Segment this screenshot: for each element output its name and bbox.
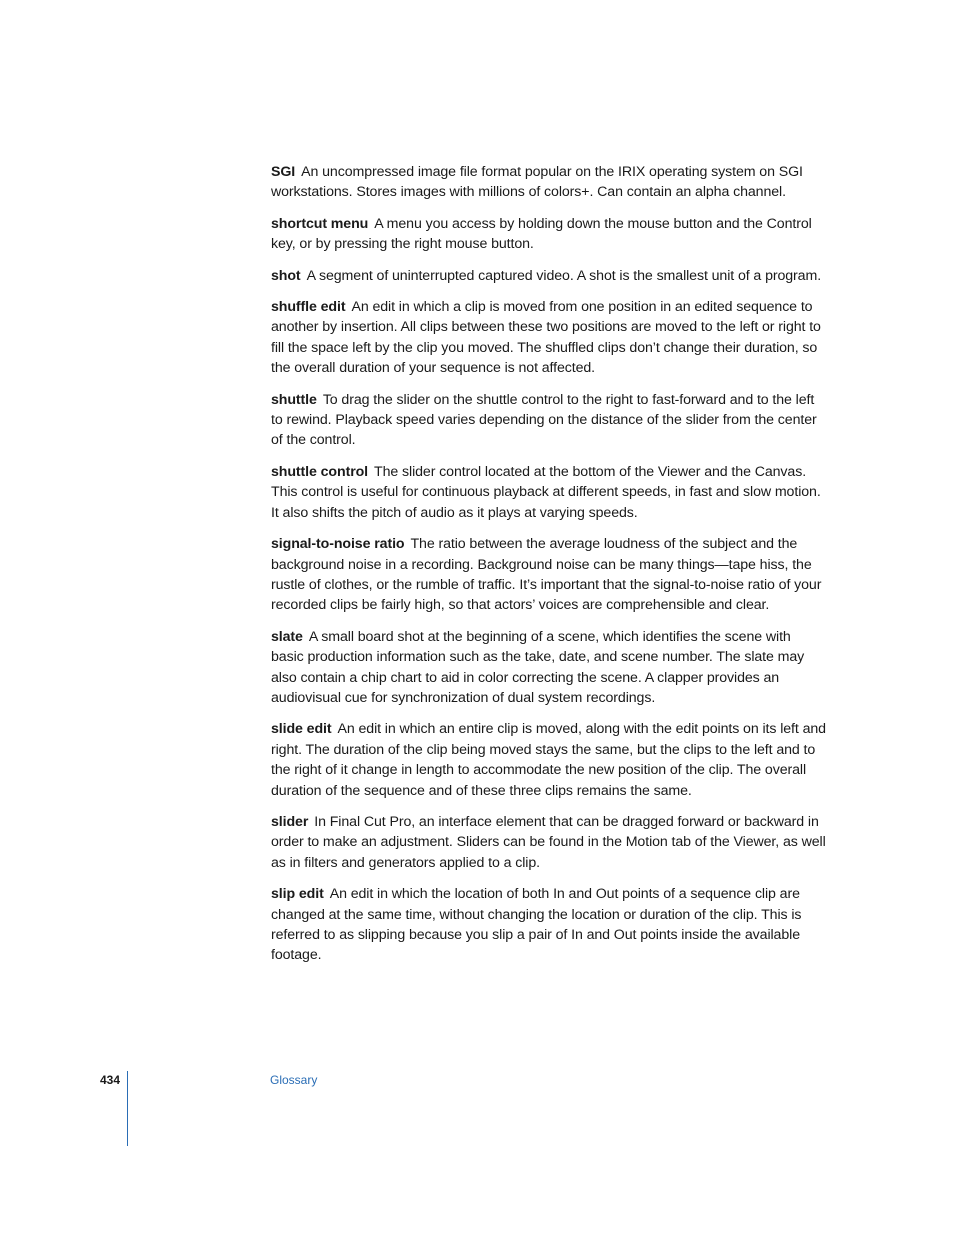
glossary-term: shot — [271, 267, 301, 284]
glossary-entry-signal-to-noise-ratio — [271, 534, 827, 616]
glossary-entry-slate — [271, 627, 827, 709]
glossary-definition: The slider control located at the bottom of the Viewer and the Canvas. This control is useful for continuous playback at different speeds, in fast and slow motion. It also shifts the pitch of audio as it plays at varying speeds. — [271, 463, 821, 521]
page-number: 434 — [99, 1073, 120, 1087]
glossary-entry-shortcut-menu — [271, 214, 827, 255]
glossary-definition: The ratio between the average loudness of the subject and the background noise in a recording. Background noise can be many things—tape hiss, the rustle of clothes, or the rumble of traffic. It’s important that the signal-to-noise ratio of your recorded clips be fairly high, so that actors’ voices are comprehensible and clear. — [271, 536, 822, 614]
glossary-entry-shuttle-control — [271, 462, 827, 523]
glossary-term: signal-to-noise ratio — [271, 536, 405, 553]
glossary-definition: A segment of uninterrupted captured video. A shot is the smallest unit of a program. — [306, 267, 822, 284]
glossary-entry-shuffle-edit — [271, 297, 827, 379]
glossary-definition: A small board shot at the beginning of a scene, which identifies the scene with basic production information such as the take, date, and scene number. The slate may also contain a chip chart to aid in color correcting the scene. A clapper provides an audiovisual cue for synchronization of dual system recordings. — [271, 628, 805, 706]
glossary-entries — [271, 162, 827, 977]
glossary-definition: A menu you access by holding down the mouse button and the Control key, or by pressing the right mouse button. — [271, 215, 812, 253]
glossary-definition: An edit in which an entire clip is moved, along with the edit points on its left and right. The duration of the clip being moved stays the same, but the clips to the left and to the right of it change in length to accommodate the new position of the clip. The overall duration of the sequence and of these three clips remains the same. — [271, 721, 826, 799]
glossary-entry-shot — [271, 266, 827, 286]
glossary-term: shuffle edit — [271, 299, 346, 316]
glossary-definition: An edit in which the location of both In and Out points of a sequence clip are changed at the same time, without changing the location or duration of the clip. This is referred to as slipping because you slip a pair of In and Out points inside the available footage. — [271, 886, 802, 964]
glossary-entry-slider — [271, 812, 827, 873]
glossary-term: slate — [271, 628, 303, 645]
glossary-term: shuttle — [271, 391, 317, 408]
glossary-term: SGI — [271, 164, 296, 180]
glossary-definition: An edit in which a clip is moved from one position in an edited sequence to another by insertion. All clips between these two positions are moved to the left or right to fill the space left by the clip you moved. The shuffled clips don’t change their duration, so the overall duration of your sequence is not affected. — [271, 299, 821, 377]
glossary-term: slider — [271, 813, 309, 830]
glossary-entry-slide-edit — [271, 719, 827, 801]
footer-divider — [127, 1071, 128, 1146]
footer-section-label: Glossary — [270, 1073, 318, 1087]
glossary-definition: An uncompressed image file format popular on the IRIX operating system on SGI workstations. Stores images with millions of colors+. Can contain an alpha channel. — [271, 164, 803, 201]
glossary-term: shortcut menu — [271, 215, 369, 232]
glossary-definition: To drag the slider on the shuttle control to the right to fast-forward and to the left to rewind. Playback speed varies depending on the distance of the slider from the center of the control. — [271, 391, 817, 449]
glossary-definition: In Final Cut Pro, an interface element that can be dragged forward or backward in order to make an adjustment. Sliders can be found in the Motion tab of the Viewer, as well as in filters and generators applied to a clip. — [271, 813, 826, 871]
glossary-entry-shuttle — [271, 390, 827, 451]
glossary-term: slip edit — [271, 886, 324, 903]
glossary-entry-sgi — [271, 162, 827, 203]
glossary-term: slide edit — [271, 721, 332, 738]
glossary-term: shuttle control — [271, 463, 369, 480]
glossary-entry-slip-edit — [271, 884, 827, 966]
